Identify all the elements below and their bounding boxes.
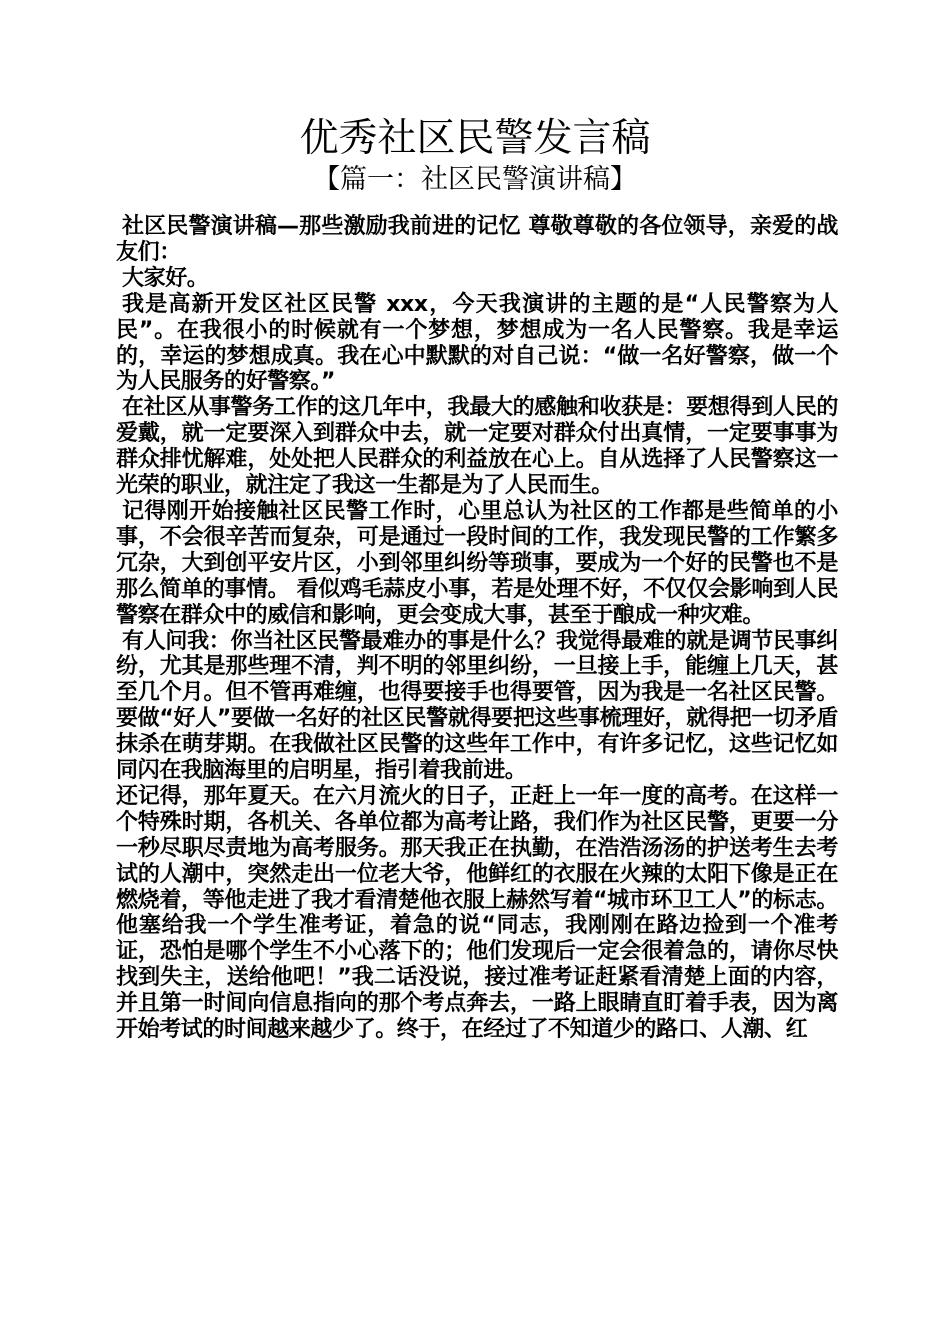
document-title: 优秀社区民警发言稿 — [299, 116, 651, 161]
paragraph-introduction: 我是高新开发区社区民警 xxx，今天我演讲的主题的是“人民警察为人民”。在我很小的时候就有一个梦想，梦想成为一名人民警察。我是幸运的，幸运的梦想成真。我在心中默默的对自己说：“做一名好警察，做一个为人民服务的好警察。” — [116, 291, 838, 395]
paragraph-greeting: 大家好。 — [122, 265, 209, 291]
document-body — [116, 214, 838, 1043]
paragraph-greeting-heading: 社区民警演讲稿—那些激励我前进的记忆 尊敬尊敬的各位领导，亲爱的战友们： — [116, 214, 838, 265]
paragraph-experience: 在社区从事警务工作的这几年中，我最大的感触和收获是：要想得到人民的爱戴，就一定要深入到群众中去，就一定要对群众付出真情，一定要事事为群众排忧解难，处处把人民群众的利益放在心上。自从选择了人民警察这一光荣的职业，就注定了我这一生都是为了人民而生。 — [116, 395, 838, 499]
paragraph-summer-memory: 还记得，那年夏天。在六月流火的日子，正赶上一年一度的高考。在这样一个特殊时期，各机关、各单位都为高考让路，我们作为社区民警，更要一分一秒尽职尽责地为高考服务。那天我正在执勤，在浩浩汤汤的护送考生去考试的人潮中，突然走出一位老大爷，他鲜红的衣服在火辣的太阳下像是正在燃烧着，等他走进了我才看清楚他衣服上赫然写着“城市环卫工人”的标志。他塞给我一个学生准考证，着急的说“同志，我刚刚在路边捡到一个准考证，恐怕是哪个学生不小心落下的；他们发现后一定会很着急的，请你尽快找到失主，送给他吧！”我二话没说，接过准考证赶紧看清楚上面的内容，并且第一时间向信息指向的那个考点奔去，一路上眼睛直盯着手表，因为离开始考试的时间越来越少了。终于，在经过了不知道少的路口、人潮、红 — [116, 783, 838, 1043]
document-subtitle: 【篇一：社区民警演讲稿】 — [313, 164, 637, 195]
paragraph-early-work: 记得刚开始接触社区民警工作时，心里总认为社区的工作都是些简单的小事，不会很辛苦而复杂，可是通过一段时间的工作，我发现民警的工作繁多冗杂，大到创平安片区，小到邻里纠纷等琐事，要成为一个好的民警也不是那么简单的事情。 看似鸡毛蒜皮小事，若是处理不好，不仅仅会影响到人民警察在群众中的威信和影响，更会变成大事，甚至于酿成一种灾难。 — [116, 498, 838, 628]
paragraph-hardest-task: 有人问我：你当社区民警最难办的事是什么？我觉得最难的就是调节民事纠纷，尤其是那些理不清，判不明的邻里纠纷，一旦接上手，能缠上几天，甚至几个月。但不管再难缠，也得要接手也得要管，因为我是一名社区民警。要做“好人”要做一名好的社区民警就得要把这些事梳理好，就得把一切矛盾抹杀在萌芽期。在我做社区民警的这些年工作中，有许多记忆，这些记忆如同闪在我脑海里的启明星，指引着我前进。 — [116, 628, 838, 784]
